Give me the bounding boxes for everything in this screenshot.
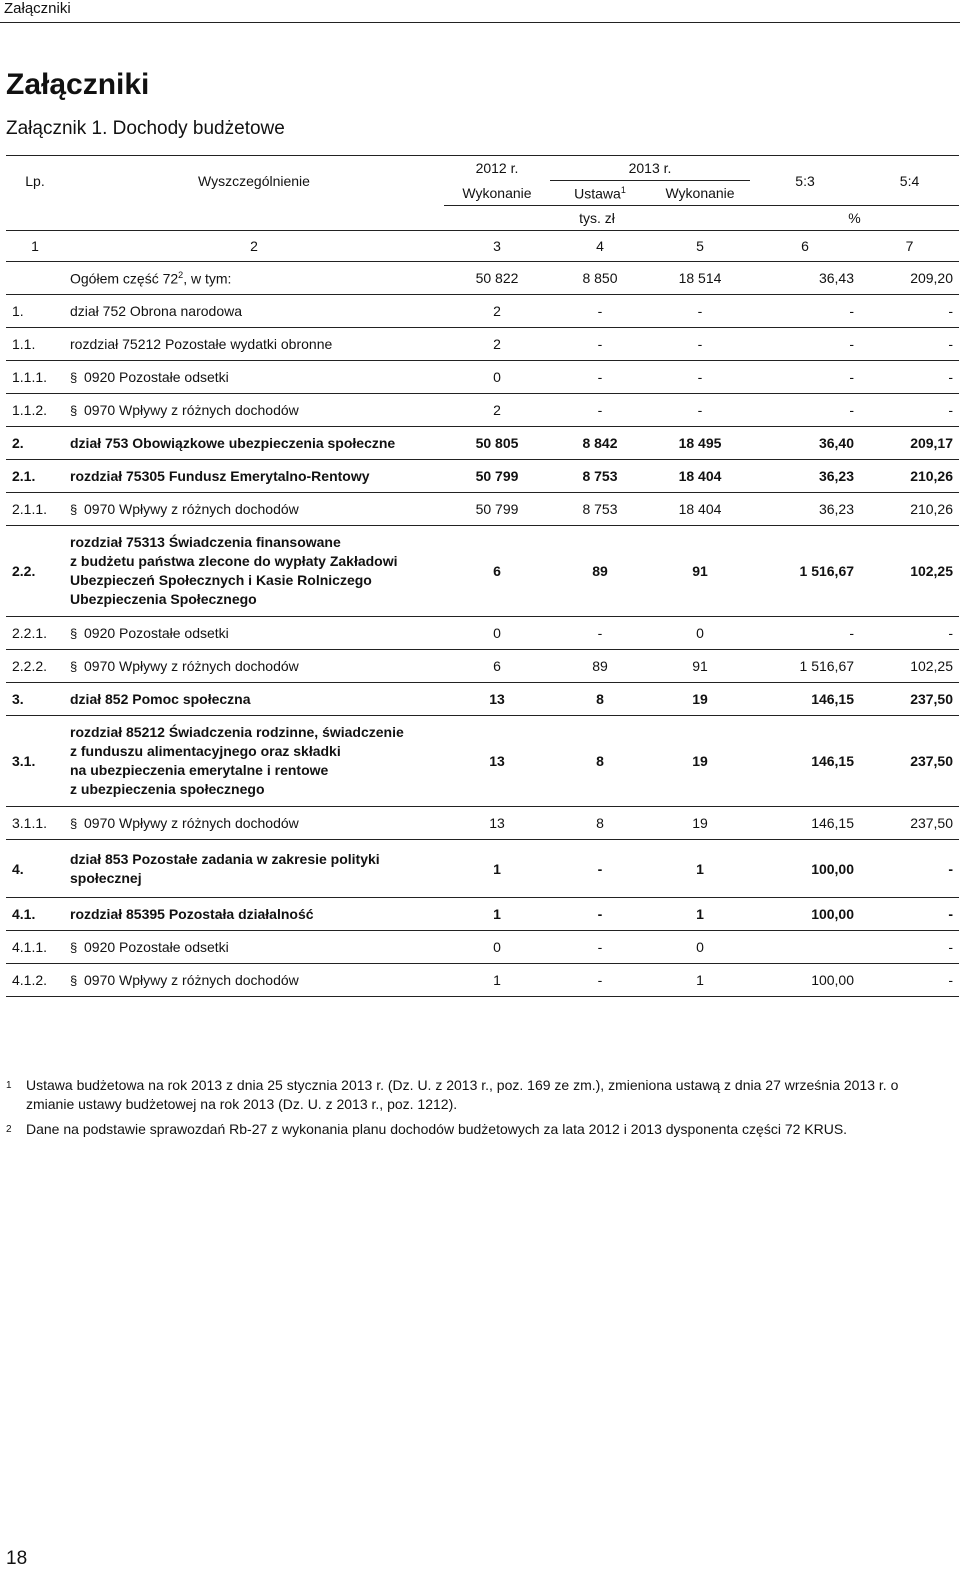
- row-value-6: 36,43: [750, 262, 860, 295]
- row-description: rozdział 85395 Pozostała działalność: [64, 898, 444, 931]
- row-description: dział 752 Obrona narodowa: [64, 295, 444, 328]
- row-value-7: -: [860, 617, 959, 650]
- col-number-2: 2: [64, 231, 444, 262]
- row-description-line: rozdział 75313 Świadczenia finansowane: [70, 534, 341, 550]
- row-value-4: -: [550, 295, 650, 328]
- table-row: [6, 840, 959, 898]
- row-lp: 2.2.1.: [6, 617, 64, 650]
- row-value-4: 8 753: [550, 460, 650, 493]
- footnote: [6, 1076, 936, 1114]
- row-value-4: -: [550, 394, 650, 427]
- row-lp: 2.1.1.: [6, 493, 64, 526]
- row-value-4: 8: [550, 683, 650, 716]
- row-description: § 0970 Wpływy z różnych dochodów: [64, 964, 444, 997]
- running-header: Załączniki: [4, 0, 71, 17]
- paragraph-sign: §: [70, 973, 78, 988]
- col-number-5: 5: [650, 231, 750, 262]
- unit-percent: %: [750, 206, 959, 231]
- row-value-7: -: [860, 328, 959, 361]
- footnote-mark: 2: [6, 1124, 12, 1135]
- paragraph-sign: §: [70, 502, 78, 517]
- row-value-7: -: [860, 361, 959, 394]
- col-number-7: 7: [860, 231, 959, 262]
- unit-money: tys. zł: [444, 206, 750, 231]
- row-value-3: 13: [444, 683, 550, 716]
- row-value-3: 6: [444, 526, 550, 617]
- row-value-3: 1: [444, 898, 550, 931]
- header-lp: Lp.: [6, 156, 64, 206]
- table-row: [6, 683, 959, 716]
- row-lp: [6, 262, 64, 295]
- row-description: § 0920 Pozostałe odsetki: [64, 931, 444, 964]
- table-row: [6, 716, 959, 807]
- row-value-7: 210,26: [860, 460, 959, 493]
- row-value-3: 2: [444, 295, 550, 328]
- table-row: [6, 493, 959, 526]
- row-description-line: Ubezpieczeń Społecznych i Kasie Rolniczego: [70, 572, 372, 588]
- row-value-3: 6: [444, 650, 550, 683]
- revenue-table: [6, 155, 959, 997]
- table-row: [6, 427, 959, 460]
- row-value-6: 1 516,67: [750, 650, 860, 683]
- header-wykonanie-2013: Wykonanie: [650, 181, 750, 206]
- row-value-4: 8: [550, 716, 650, 807]
- header-ratio-5-4: 5:4: [860, 156, 959, 206]
- row-value-5: 0: [650, 617, 750, 650]
- header-description: Wyszczególnienie: [64, 156, 444, 206]
- paragraph-sign: §: [70, 626, 78, 641]
- row-value-6: -: [750, 617, 860, 650]
- footnote-mark: 1: [6, 1080, 12, 1091]
- row-value-7: 102,25: [860, 526, 959, 617]
- row-lp: 4.: [6, 840, 64, 898]
- row-description-line: dział 853 Pozostałe zadania w zakresie polityki: [70, 850, 380, 867]
- row-value-5: 1: [650, 964, 750, 997]
- row-value-4: 89: [550, 650, 650, 683]
- row-lp: 3.1.1.: [6, 807, 64, 840]
- table-row: [6, 526, 959, 617]
- row-lp: 1.1.: [6, 328, 64, 361]
- header-ustawa: Ustawa$^1$: [550, 181, 650, 206]
- table-row: [6, 361, 959, 394]
- row-description: [64, 716, 444, 807]
- row-value-6: 36,40: [750, 427, 860, 460]
- row-value-3: 50 799: [444, 493, 550, 526]
- row-value-7: 237,50: [860, 807, 959, 840]
- row-value-5: 91: [650, 526, 750, 617]
- table-row: [6, 328, 959, 361]
- row-value-3: 50 822: [444, 262, 550, 295]
- row-value-5: -: [650, 361, 750, 394]
- table-row: [6, 394, 959, 427]
- header-year-2013: 2013 r.: [550, 156, 750, 181]
- row-value-4: 8 842: [550, 427, 650, 460]
- col-number-1: 1: [6, 231, 64, 262]
- row-lp: 1.1.1.: [6, 361, 64, 394]
- row-value-5: 19: [650, 683, 750, 716]
- row-value-7: -: [860, 295, 959, 328]
- footnote-text: Ustawa budżetowa na rok 2013 z dnia 25 stycznia 2013 r. (Dz. U. z 2013 r., poz. 169 ze zm.), zmieniona ustawą z dnia 27 września 2013 r. o zmianie ustawy budżetowej na rok 2013 (Dz. U. z 2013 r., poz. 1212).: [26, 1077, 899, 1112]
- table-row: [6, 617, 959, 650]
- row-value-6: 146,15: [750, 683, 860, 716]
- row-description-line: rozdział 85212 Świadczenia rodzinne, świadczenie: [70, 724, 404, 740]
- row-value-5: 18 514: [650, 262, 750, 295]
- table-row: [6, 650, 959, 683]
- row-value-6: [750, 931, 860, 964]
- footnote: [6, 1120, 936, 1139]
- row-value-7: 210,26: [860, 493, 959, 526]
- row-lp: 4.1.: [6, 898, 64, 931]
- row-description: rozdział 75305 Fundusz Emerytalno-Rentowy: [64, 460, 444, 493]
- table-row: [6, 460, 959, 493]
- row-value-7: -: [860, 840, 959, 898]
- row-value-6: -: [750, 328, 860, 361]
- row-lp: 1.: [6, 295, 64, 328]
- row-value-5: -: [650, 394, 750, 427]
- row-lp: 2.2.2.: [6, 650, 64, 683]
- page-number: 18: [6, 1548, 28, 1569]
- row-description: rozdział 75212 Pozostałe wydatki obronne: [64, 328, 444, 361]
- header-rule: [0, 22, 960, 23]
- row-value-7: 237,50: [860, 716, 959, 807]
- table-row: [6, 964, 959, 997]
- row-value-4: 8 850: [550, 262, 650, 295]
- row-value-5: 18 495: [650, 427, 750, 460]
- row-value-6: 100,00: [750, 964, 860, 997]
- row-value-4: -: [550, 964, 650, 997]
- row-value-6: -: [750, 361, 860, 394]
- row-value-6: 36,23: [750, 493, 860, 526]
- row-value-3: 0: [444, 617, 550, 650]
- row-value-6: -: [750, 295, 860, 328]
- row-value-7: 209,17: [860, 427, 959, 460]
- col-number-4: 4: [550, 231, 650, 262]
- row-value-5: -: [650, 295, 750, 328]
- row-description-line: na ubezpieczenia emerytalne i rentowe: [70, 762, 329, 778]
- row-value-3: 50 805: [444, 427, 550, 460]
- page-title: Załączniki: [6, 68, 150, 101]
- row-value-7: -: [860, 964, 959, 997]
- row-value-5: 18 404: [650, 460, 750, 493]
- row-lp: 2.1.: [6, 460, 64, 493]
- header-ustawa-footnote-mark: 1: [620, 184, 626, 195]
- row-value-5: 91: [650, 650, 750, 683]
- row-value-5: -: [650, 328, 750, 361]
- row-value-4: -: [550, 898, 650, 931]
- row-value-3: 2: [444, 328, 550, 361]
- row-value-4: -: [550, 361, 650, 394]
- row-value-5: 18 404: [650, 493, 750, 526]
- row-value-3: 0: [444, 931, 550, 964]
- row-value-4: -: [550, 840, 650, 898]
- row-description: § 0920 Pozostałe odsetki: [64, 617, 444, 650]
- row-value-4: -: [550, 328, 650, 361]
- header-wykonanie-2012: Wykonanie: [444, 181, 550, 206]
- row-value-4: -: [550, 931, 650, 964]
- row-value-6: 100,00: [750, 840, 860, 898]
- row-value-3: 13: [444, 807, 550, 840]
- row-description: dział 852 Pomoc społeczna: [64, 683, 444, 716]
- paragraph-sign: §: [70, 403, 78, 418]
- row-lp: 1.1.2.: [6, 394, 64, 427]
- header-year-2012: 2012 r.: [444, 156, 550, 181]
- row-description: [64, 526, 444, 617]
- row-value-5: 19: [650, 716, 750, 807]
- row-description-line: społecznej: [70, 869, 142, 886]
- row-lp: 3.: [6, 683, 64, 716]
- row-value-6: 146,15: [750, 807, 860, 840]
- table-row: [6, 807, 959, 840]
- row-value-4: 8: [550, 807, 650, 840]
- row-description-line: z funduszu alimentacyjnego oraz składki: [70, 743, 341, 759]
- row-value-3: 2: [444, 394, 550, 427]
- row-value-6: 100,00: [750, 898, 860, 931]
- row-description: § 0970 Wpływy z różnych dochodów: [64, 807, 444, 840]
- paragraph-sign: §: [70, 816, 78, 831]
- col-number-6: 6: [750, 231, 860, 262]
- table-row: [6, 262, 959, 295]
- row-lp: 3.1.: [6, 716, 64, 807]
- row-value-4: 89: [550, 526, 650, 617]
- table-row: [6, 898, 959, 931]
- header-ratio-5-3: 5:3: [750, 156, 860, 206]
- row-value-7: -: [860, 898, 959, 931]
- row-footnote-mark: 2: [178, 269, 184, 280]
- row-lp: 4.1.1.: [6, 931, 64, 964]
- row-value-3: 1: [444, 964, 550, 997]
- row-value-5: 1: [650, 840, 750, 898]
- row-description: § 0970 Wpływy z różnych dochodów: [64, 394, 444, 427]
- row-lp: 2.2.: [6, 526, 64, 617]
- row-value-7: 209,20: [860, 262, 959, 295]
- row-value-4: 8 753: [550, 493, 650, 526]
- row-value-7: 102,25: [860, 650, 959, 683]
- row-value-4: -: [550, 617, 650, 650]
- row-description: [64, 840, 444, 898]
- row-lp: 2.: [6, 427, 64, 460]
- paragraph-sign: §: [70, 659, 78, 674]
- row-description: § 0920 Pozostałe odsetki: [64, 361, 444, 394]
- page-subtitle: Załącznik 1. Dochody budżetowe: [6, 118, 285, 139]
- col-number-3: 3: [444, 231, 550, 262]
- row-description: Ogółem część $72^2$, w tym:: [64, 262, 444, 295]
- row-lp: 4.1.2.: [6, 964, 64, 997]
- row-value-7: -: [860, 394, 959, 427]
- row-value-6: 36,23: [750, 460, 860, 493]
- row-value-3: 1: [444, 840, 550, 898]
- row-description: dział 753 Obowiązkowe ubezpieczenia społeczne: [64, 427, 444, 460]
- row-description-line: Ubezpieczenia Społecznego: [70, 591, 257, 607]
- row-value-5: 19: [650, 807, 750, 840]
- paragraph-sign: §: [70, 940, 78, 955]
- paragraph-sign: §: [70, 370, 78, 385]
- row-value-7: -: [860, 931, 959, 964]
- row-value-6: -: [750, 394, 860, 427]
- row-value-3: 50 799: [444, 460, 550, 493]
- row-value-5: 1: [650, 898, 750, 931]
- row-value-3: 13: [444, 716, 550, 807]
- footnote-text: Dane na podstawie sprawozdań Rb-27 z wykonania planu dochodów budżetowych za lata 2012 i 2013 dysponenta części 72 KRUS.: [26, 1121, 848, 1137]
- row-description: § 0970 Wpływy z różnych dochodów: [64, 493, 444, 526]
- row-description-line: z ubezpieczenia społecznego: [70, 781, 265, 797]
- row-value-6: 146,15: [750, 716, 860, 807]
- row-value-6: 1 516,67: [750, 526, 860, 617]
- row-description: § 0970 Wpływy z różnych dochodów: [64, 650, 444, 683]
- row-value-5: 0: [650, 931, 750, 964]
- row-value-7: 237,50: [860, 683, 959, 716]
- row-description-line: z budżetu państwa zlecone do wypłaty Zakładowi: [70, 553, 398, 569]
- footnotes: [6, 1076, 936, 1145]
- row-value-3: 0: [444, 361, 550, 394]
- table-row: [6, 931, 959, 964]
- table-row: [6, 295, 959, 328]
